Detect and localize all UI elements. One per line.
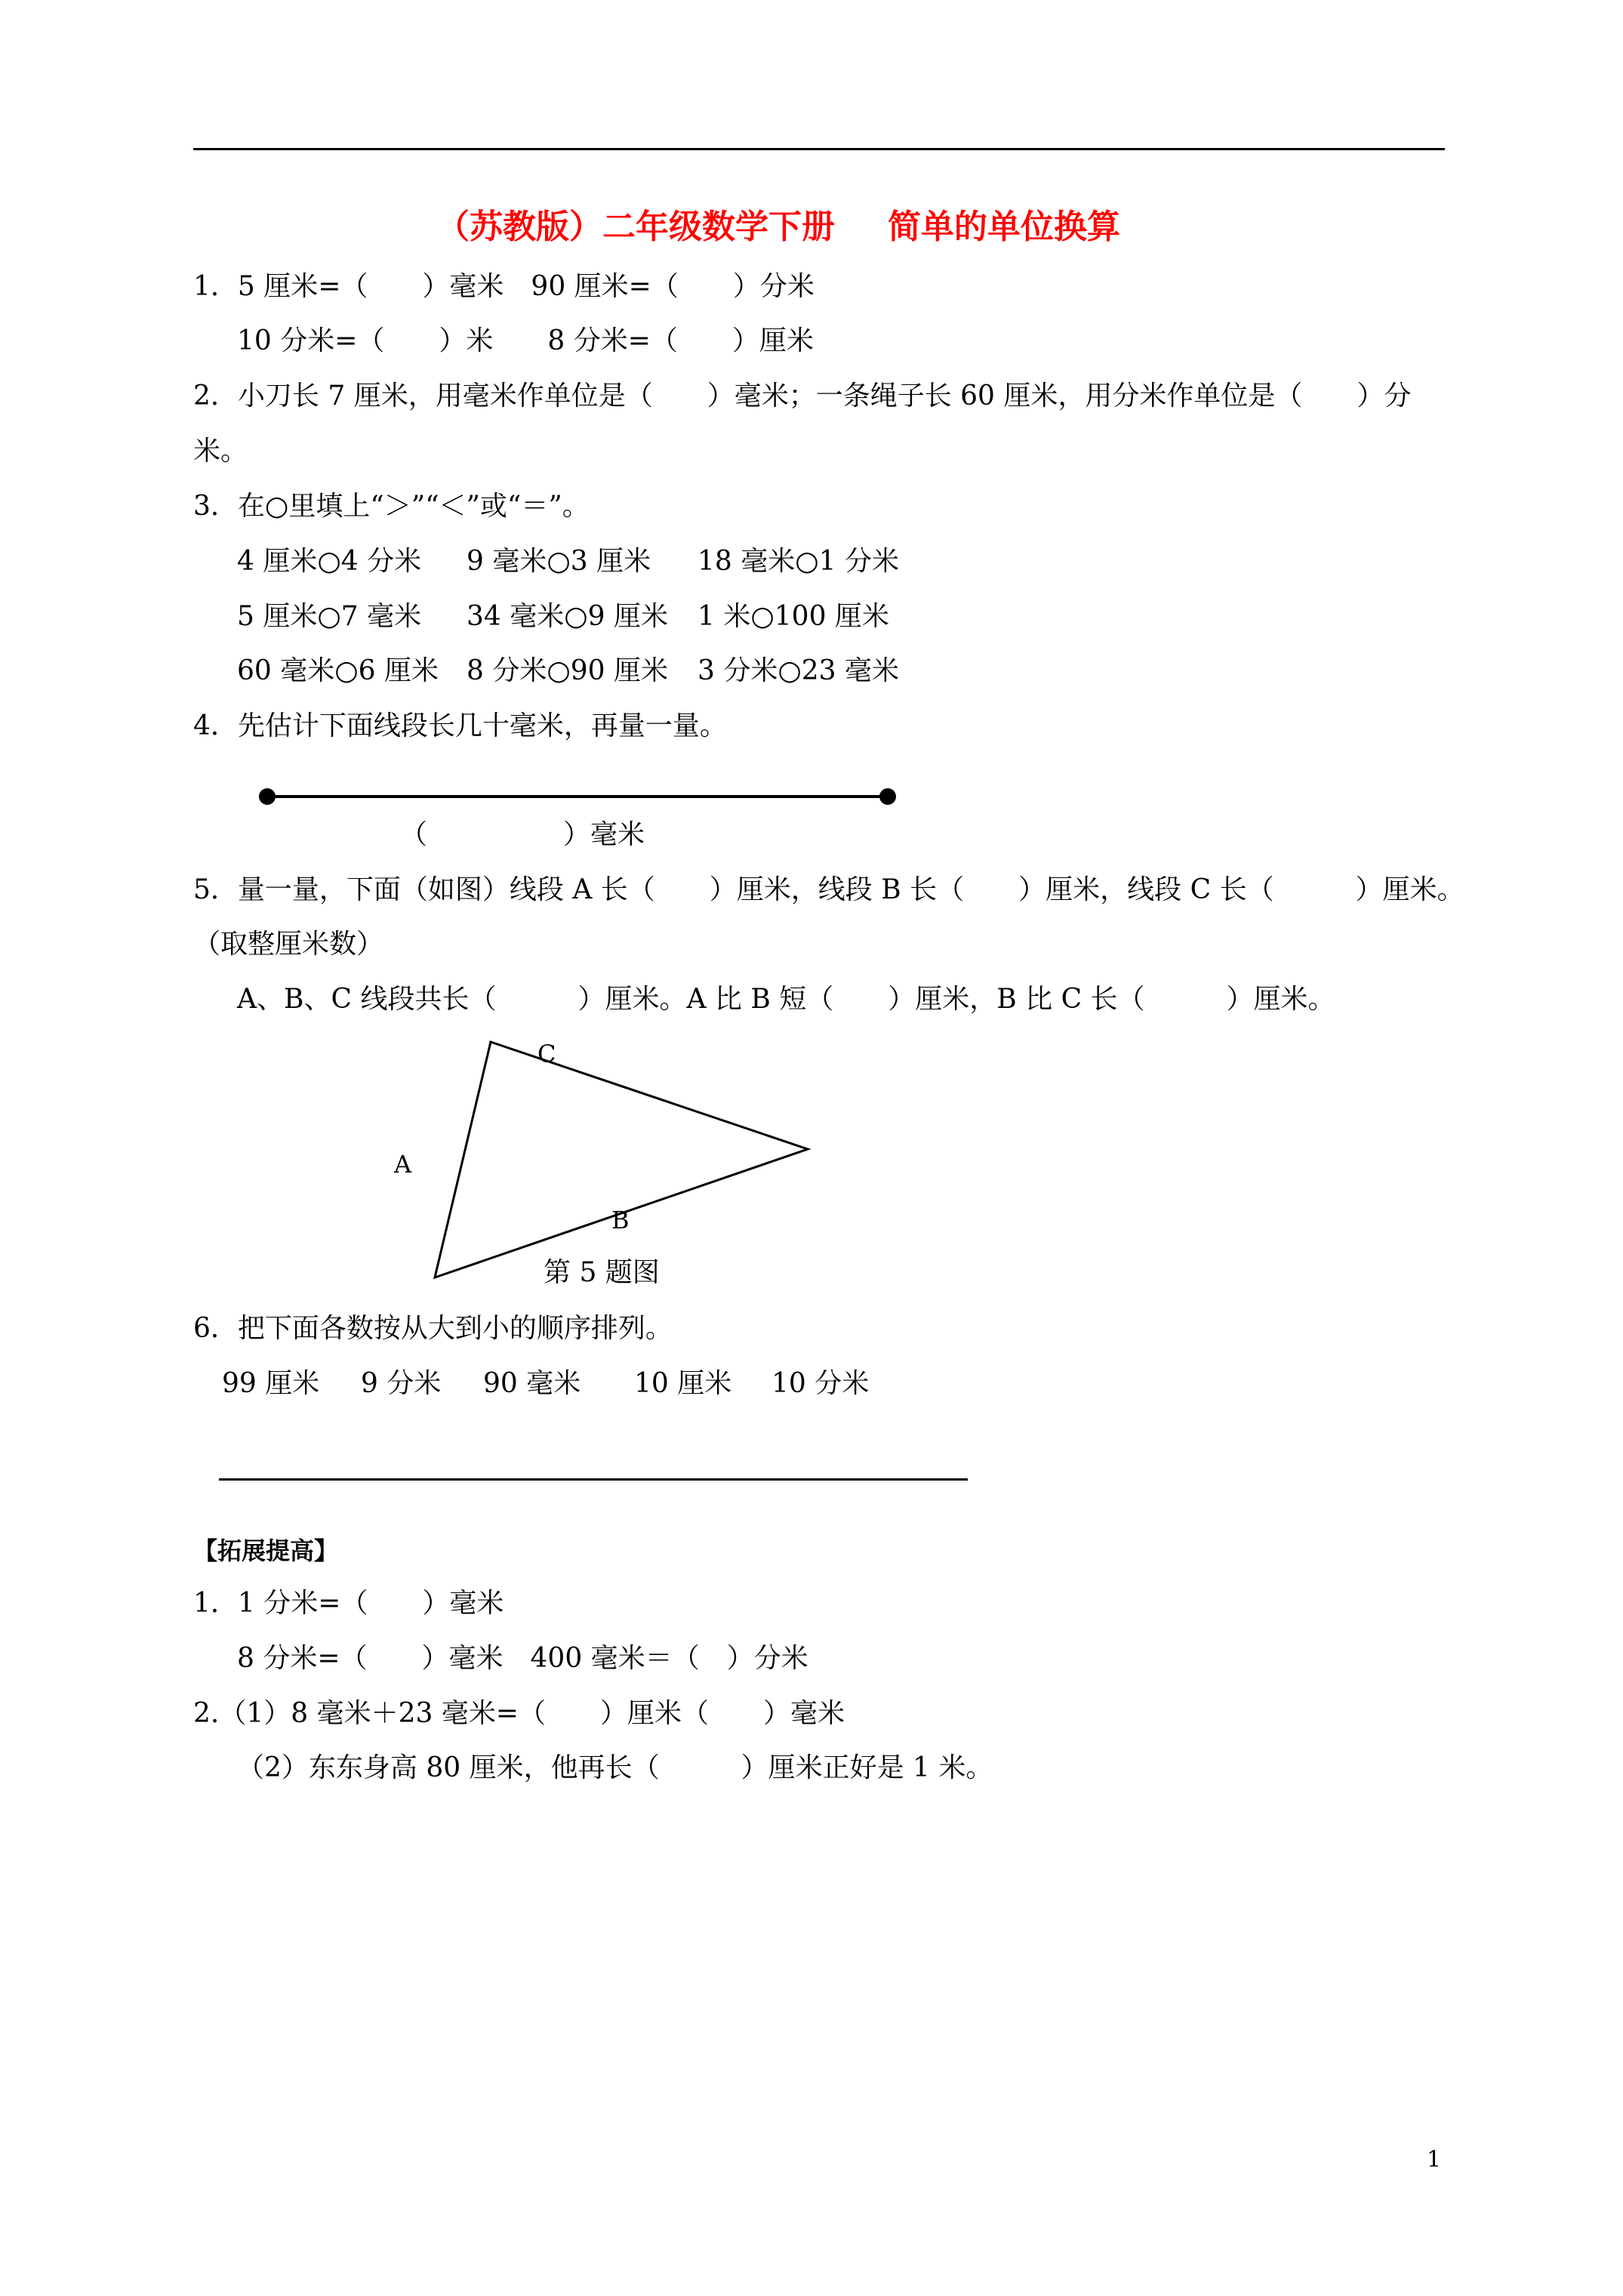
extension-header: 【拓展提高】 (193, 1536, 339, 1565)
q5-line2: （取整厘米数） (193, 929, 384, 960)
page-number: 1 (1427, 2147, 1442, 2173)
q3-row2-col2: 34 毫米○9 厘米 (467, 601, 669, 632)
q6-item-5: 10 分米 (771, 1368, 870, 1399)
q6-item-1: 99 厘米 (222, 1368, 320, 1399)
q3-row2-col1: 5 厘米○7 毫米 (237, 601, 422, 632)
q3-row1-col2: 9 毫米○3 厘米 (467, 546, 651, 577)
q4-answer: （ ）毫米 (400, 819, 645, 850)
q4-intro: 4．先估计下面线段长几十毫米，再量一量。 (193, 710, 727, 741)
q3-row3-col2: 8 分米○90 厘米 (467, 655, 669, 686)
q1-line2: 10 分米=（ ）米 8 分米=（ ）厘米 (237, 325, 814, 356)
q6-item-2: 9 分米 (361, 1368, 442, 1399)
ext-q1-line2: 8 分米=（ ）毫米 400 毫米＝（ ）分米 (237, 1643, 808, 1674)
q3-row1-col3: 18 毫米○1 分米 (698, 546, 900, 577)
q6-intro: 6．把下面各数按从大到小的顺序排列。 (193, 1313, 673, 1344)
q5-triangle-shape (435, 1042, 808, 1277)
title-part2: 简单的单位换算 (888, 208, 1120, 246)
q6-item-3: 90 毫米 (483, 1368, 581, 1399)
q2-line2: 米。 (193, 436, 248, 467)
ext-q2-line2: （2）东东身高 80 厘米，他再长（ ）厘米正好是 1 米。 (237, 1752, 993, 1783)
q3-row3-col3: 3 分米○23 毫米 (698, 655, 900, 686)
q5-caption: 第 5 题图 (544, 1257, 660, 1288)
q5-label-a: A (394, 1150, 412, 1179)
ext-q1-line1: 1．1 分米=（ ）毫米 (193, 1588, 504, 1619)
q5-label-b: B (611, 1206, 630, 1234)
q5-line3: A、B、C 线段共长（ ）厘米。A 比 B 短（ ）厘米，B 比 C 长（ ）厘米。 (237, 984, 1335, 1015)
q3-intro: 3．在○里填上“＞”“＜”或“＝”。 (193, 491, 590, 522)
q5-line1: 5．量一量，下面（如图）线段 A 长（ ）厘米，线段 B 长（ ）厘米，线段 C 长（ ）厘米。 (193, 874, 1464, 905)
q4-segment-endpoint-left (259, 788, 276, 805)
q4-segment-endpoint-right (879, 788, 896, 805)
q4-segment (249, 781, 906, 812)
q3-row2-col3: 1 米○100 厘米 (698, 601, 889, 632)
q5-label-c: C (537, 1040, 556, 1068)
q3-row3-col1: 60 毫米○6 厘米 (237, 655, 439, 686)
ext-q2-line1: 2.（1）8 毫米＋23 毫米=（ ）厘米（ ）毫米 (193, 1698, 845, 1729)
q1-line1: 1．5 厘米=（ ）毫米 90 厘米=（ ）分米 (193, 271, 815, 302)
title-part1: （苏教版）二年级数学下册 (436, 208, 835, 246)
q6-item-4: 10 厘米 (634, 1368, 732, 1399)
q3-row1-col1: 4 厘米○4 分米 (237, 546, 422, 577)
top-rule (193, 148, 1445, 150)
q5-triangle (423, 1034, 815, 1291)
q2-line1: 2．小刀长 7 厘米，用毫米作单位是（ ）毫米；一条绳子长 60 厘米，用分米作单位是（ ）分 (193, 381, 1412, 411)
q6-answer-line (219, 1478, 968, 1481)
page-title (436, 207, 1120, 248)
